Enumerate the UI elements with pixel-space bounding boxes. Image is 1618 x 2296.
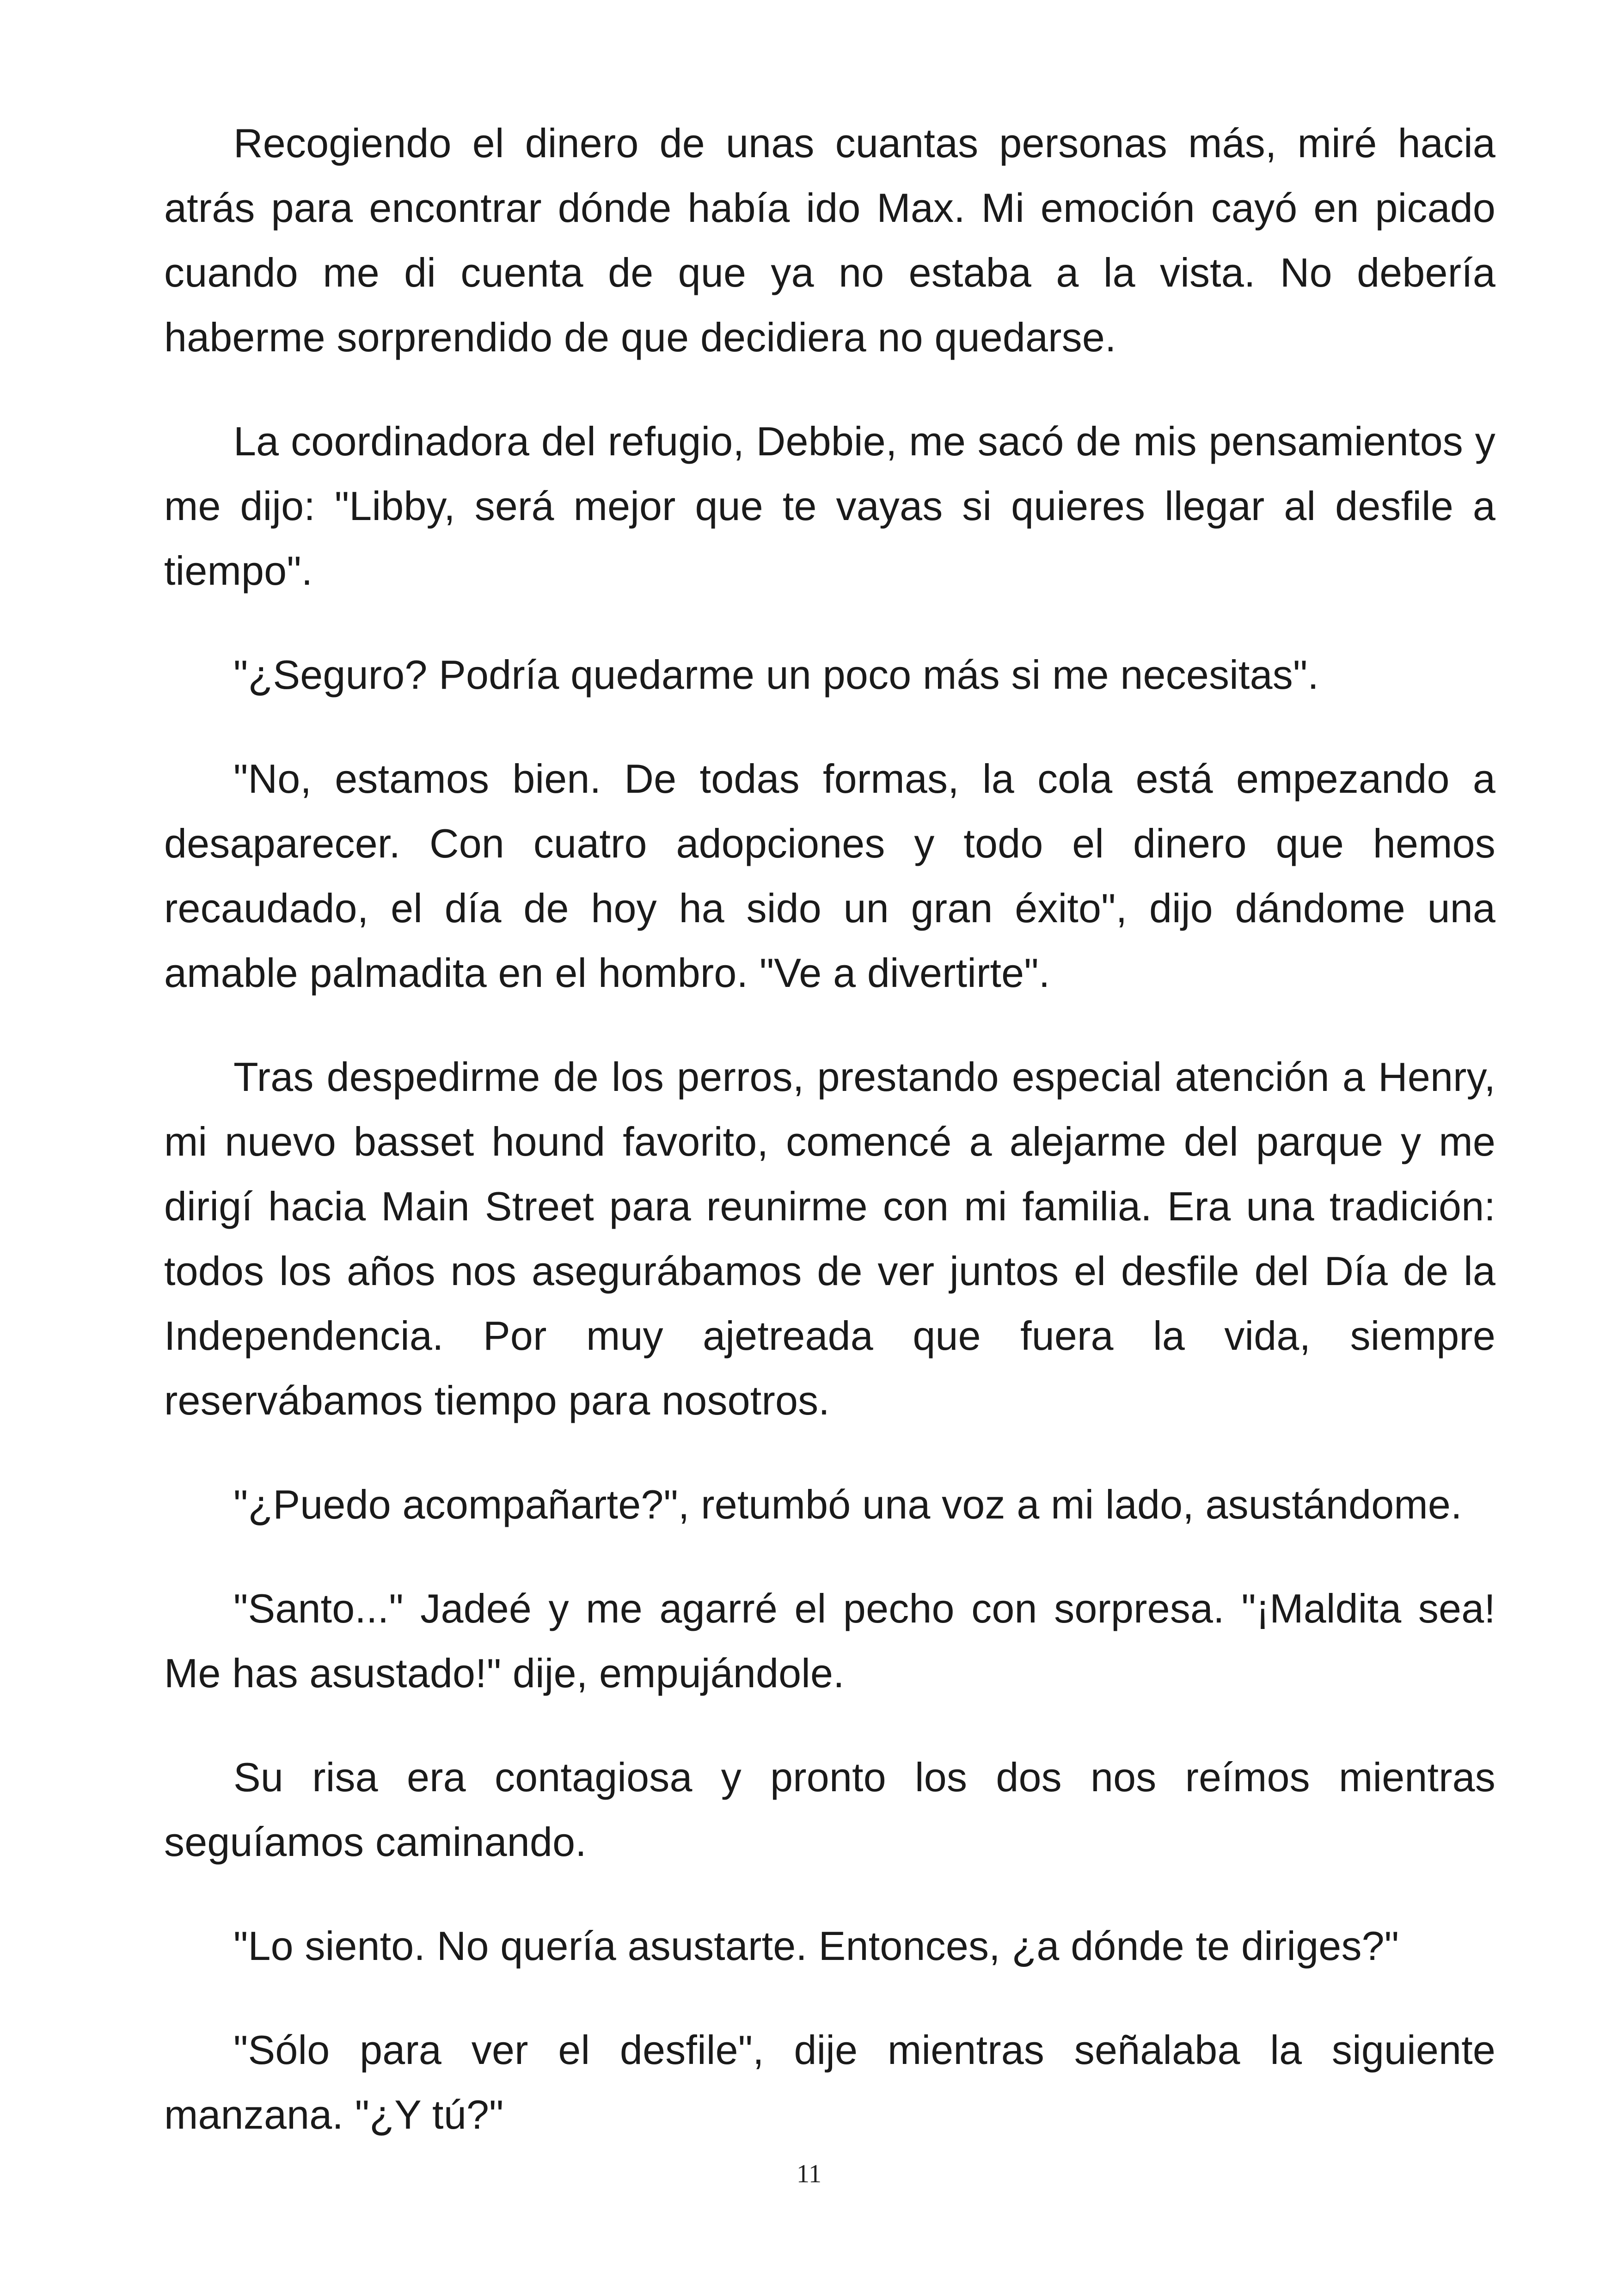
paragraph: "Santo..." Jadeé y me agarré el pecho con sorpresa. "¡Maldita sea! Me has asustado!" dije, empujándole.: [164, 1586, 1495, 1696]
paragraph: "¿Puedo acompañarte?", retumbó una voz a mi lado, asustándome.: [233, 1482, 1462, 1527]
paragraph: "Sólo para ver el desfile", dije mientras señalaba la siguiente manzana. "¿Y tú?": [164, 2027, 1495, 2137]
paragraph: "Lo siento. No quería asustarte. Entonces, ¿a dónde te diriges?": [233, 1923, 1399, 1969]
paragraph: Su risa era contagiosa y pronto los dos nos reímos mientras seguíamos caminando.: [164, 1754, 1495, 1865]
body-text: [164, 111, 1495, 2186]
paragraph: Tras despedirme de los perros, prestando especial atención a Henry, mi nuevo basset hound favorito, comencé a alejarme del parque y me dirigí hacia Main Street para reunirme con mi familia. Era una tradición: todos los años nos asegurábamos de ver juntos el desfile del Día de la Independencia. Por muy ajetreada que fuera la vida, siempre reservábamos tiempo para nosotros.: [164, 1054, 1495, 1423]
paragraph: "¿Seguro? Podría quedarme un poco más si me necesitas".: [233, 652, 1319, 698]
paragraph: La coordinadora del refugio, Debbie, me sacó de mis pensamientos y me dijo: "Libby, será mejor que te vayas si quieres llegar al desfile a tiempo".: [164, 418, 1495, 594]
paragraph: "No, estamos bien. De todas formas, la cola está empezando a desaparecer. Con cuatro adopciones y todo el dinero que hemos recaudado, el día de hoy ha sido un gran éxito", dijo dándome una amable palmadita en el hombro. "Ve a divertirte".: [164, 756, 1495, 996]
page-number: 11: [797, 2160, 821, 2188]
paragraph: Recogiendo el dinero de unas cuantas personas más, miré hacia atrás para encontrar dónde había ido Max. Mi emoción cayó en picado cuando me di cuenta de que ya no estaba a la vista. No debería haberme sorprendido de que decidiera no quedarse.: [164, 120, 1495, 360]
